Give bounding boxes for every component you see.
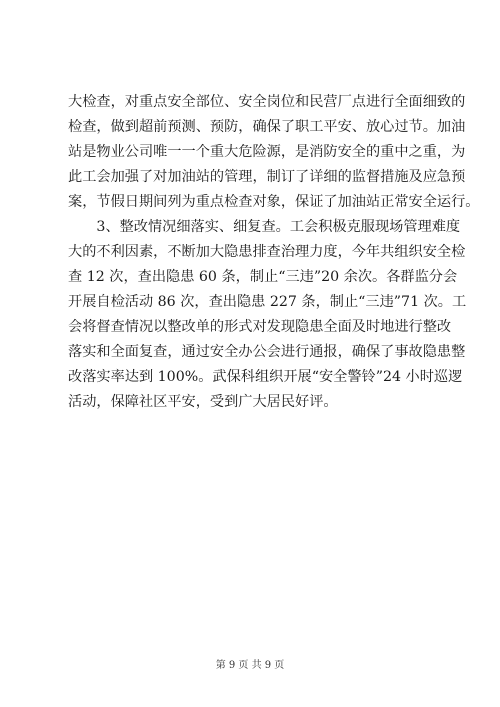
text-line: 大的不利因素，不断加大隐患排查治理力度，今年共组织安全检	[68, 244, 466, 260]
paragraph-1	[68, 90, 480, 215]
page-number-footer: 第 9 页 共 9 页	[215, 660, 285, 671]
text-line: 改落实率达到 100%。武保科组织开展“安全警铃”24 小时巡逻	[68, 369, 463, 385]
document-body	[68, 90, 480, 415]
text-line: 会将督查情况以整改单的形式对发现隐患全面及时地进行整改	[68, 319, 452, 335]
text-line: 检查，做到超前预测、预防，确保了职工平安、放心过节。加油	[68, 119, 466, 135]
text-line: 案，节假日期间列为重点检查对象，保证了加油站正常安全运行。	[68, 194, 480, 210]
text-line: 站是物业公司唯一一个重大危险源，是消防安全的重中之重，为	[68, 144, 466, 160]
text-line: 活动，保障社区平安，受到广大居民好评。	[68, 394, 338, 410]
text-line: 落实和全面复查，通过安全办公会进行通报，确保了事故隐患整	[68, 344, 466, 360]
text-line: 开展自检活动 86 次，查出隐患 227 条，制止“三违”71 次。工	[68, 294, 467, 310]
text-line: 查 12 次，查出隐患 60 条，制止“三违”20 余次。各群监分会	[68, 269, 458, 285]
paragraph-2	[68, 215, 467, 415]
text-line: 大检查，对重点安全部位、安全岗位和民营厂点进行全面细致的	[68, 94, 466, 110]
text-line: 此工会加强了对加油站的管理，制订了详细的监督措施及应急预	[68, 169, 466, 185]
text-line: 3、整改情况细落实、细复查。工会积极克服现场管理难度	[68, 219, 461, 235]
